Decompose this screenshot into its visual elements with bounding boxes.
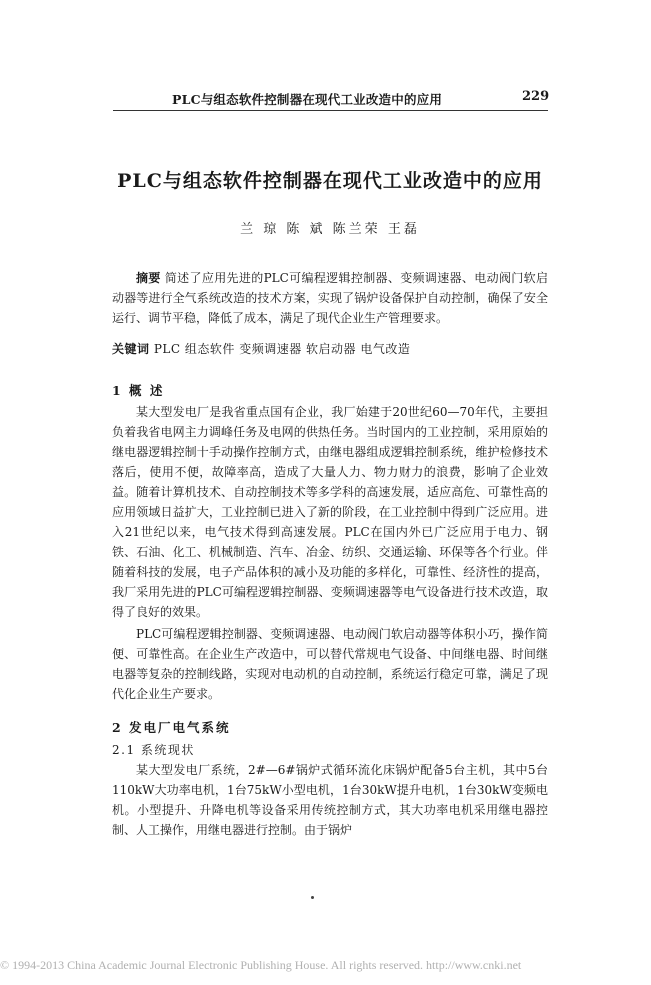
section-2-1-paragraph: 某大型发电厂系统，2#—6#锅炉式循环流化床锅炉配备5台主机，其中5台110kW大功率电机，1台75kW小型电机，1台30kW提升电机，1台30kW变频电机。小型提升、升降电机等设备采用传统控制方式，其大功率电机采用继电器控制、人工操作，用继电器进行控制。由于锅炉: [112, 763, 548, 837]
keywords-text: PLC 组态软件 变频调速器 软启动器 电气改造: [153, 342, 411, 356]
section-1-paragraph-1: 某大型发电厂是我省重点国有企业，我厂始建于20世纪60—70年代，主要担负着我省电网主力调峰任务及电网的供热任务。当时国内的工业控制，采用原始的继电器逻辑控制十手动操作控制方式，由继电器组成逻辑控制系统，维护检修技术落后，使用不便，故障率高，造成了大量人力、物力财力的浪费，影响了企业效益。随着计算机技术、自动控制技术等多学科的高速发展，适应高危、可靠性高的应用领域日益扩大，工业控制已进入了新的阶段，在工业控制中得到广泛应用。进入21世纪以来，电气技术得到高速发展。PLC在国内外已广泛应用于电力、钢铁、石油、化工、机械制造、汽车、冶金、纺织、交通运输、环保等各个行业。伴随着科技的发展，电子产品体积的减小及功能的多样化，可靠性、经济性的提高，我厂采用先进的PLC可编程逻辑控制器、变频调速器等电气设备进行技术改造，取得了良好的效果。: [112, 405, 548, 619]
keywords-label: 关键词: [112, 342, 150, 356]
author-list: 兰 琼 陈 斌 陈兰荣 王磊: [240, 222, 420, 237]
page-number: 229: [522, 89, 550, 104]
keywords: [112, 339, 548, 359]
running-head-title: PLC与组态软件控制器在现代工业改造中的应用: [172, 92, 443, 107]
section-2-heading: 2 发电厂电气系统: [112, 720, 231, 735]
abstract-label: 摘要: [136, 271, 161, 285]
copyright-footer: © 1994-2013 China Academic Journal Electronic Publishing House. All rights reserved. http://www.cnki.net: [0, 958, 522, 972]
page-mark: [311, 896, 314, 899]
section-1-paragraph-2: PLC可编程逻辑控制器、变频调速器、电动阀门软启动器等体积小巧，操作简便、可靠性高。在企业生产改造中，可以替代常规电气设备、中间继电器、时间继电器等复杂的控制线路，实现对电动机的自动控制，系统运行稳定可靠，满足了现代化企业生产要求。: [112, 627, 548, 701]
abstract: [112, 268, 548, 328]
section-1-heading: 1 概 述: [112, 383, 165, 398]
section-2-1-heading: 2.1 系统现状: [112, 743, 195, 757]
header-divider: [113, 110, 548, 111]
abstract-text: 简述了应用先进的PLC可编程逻辑控制器、变频调速器、电动阀门软启动器等进行全气系统改造的技术方案，实现了锅炉设备保护自动控制，确保了安全运行、调节平稳，降低了成本，满足了现代企业生产管理要求。: [112, 271, 548, 325]
article-title: PLC与组态软件控制器在现代工业改造中的应用: [117, 170, 543, 192]
